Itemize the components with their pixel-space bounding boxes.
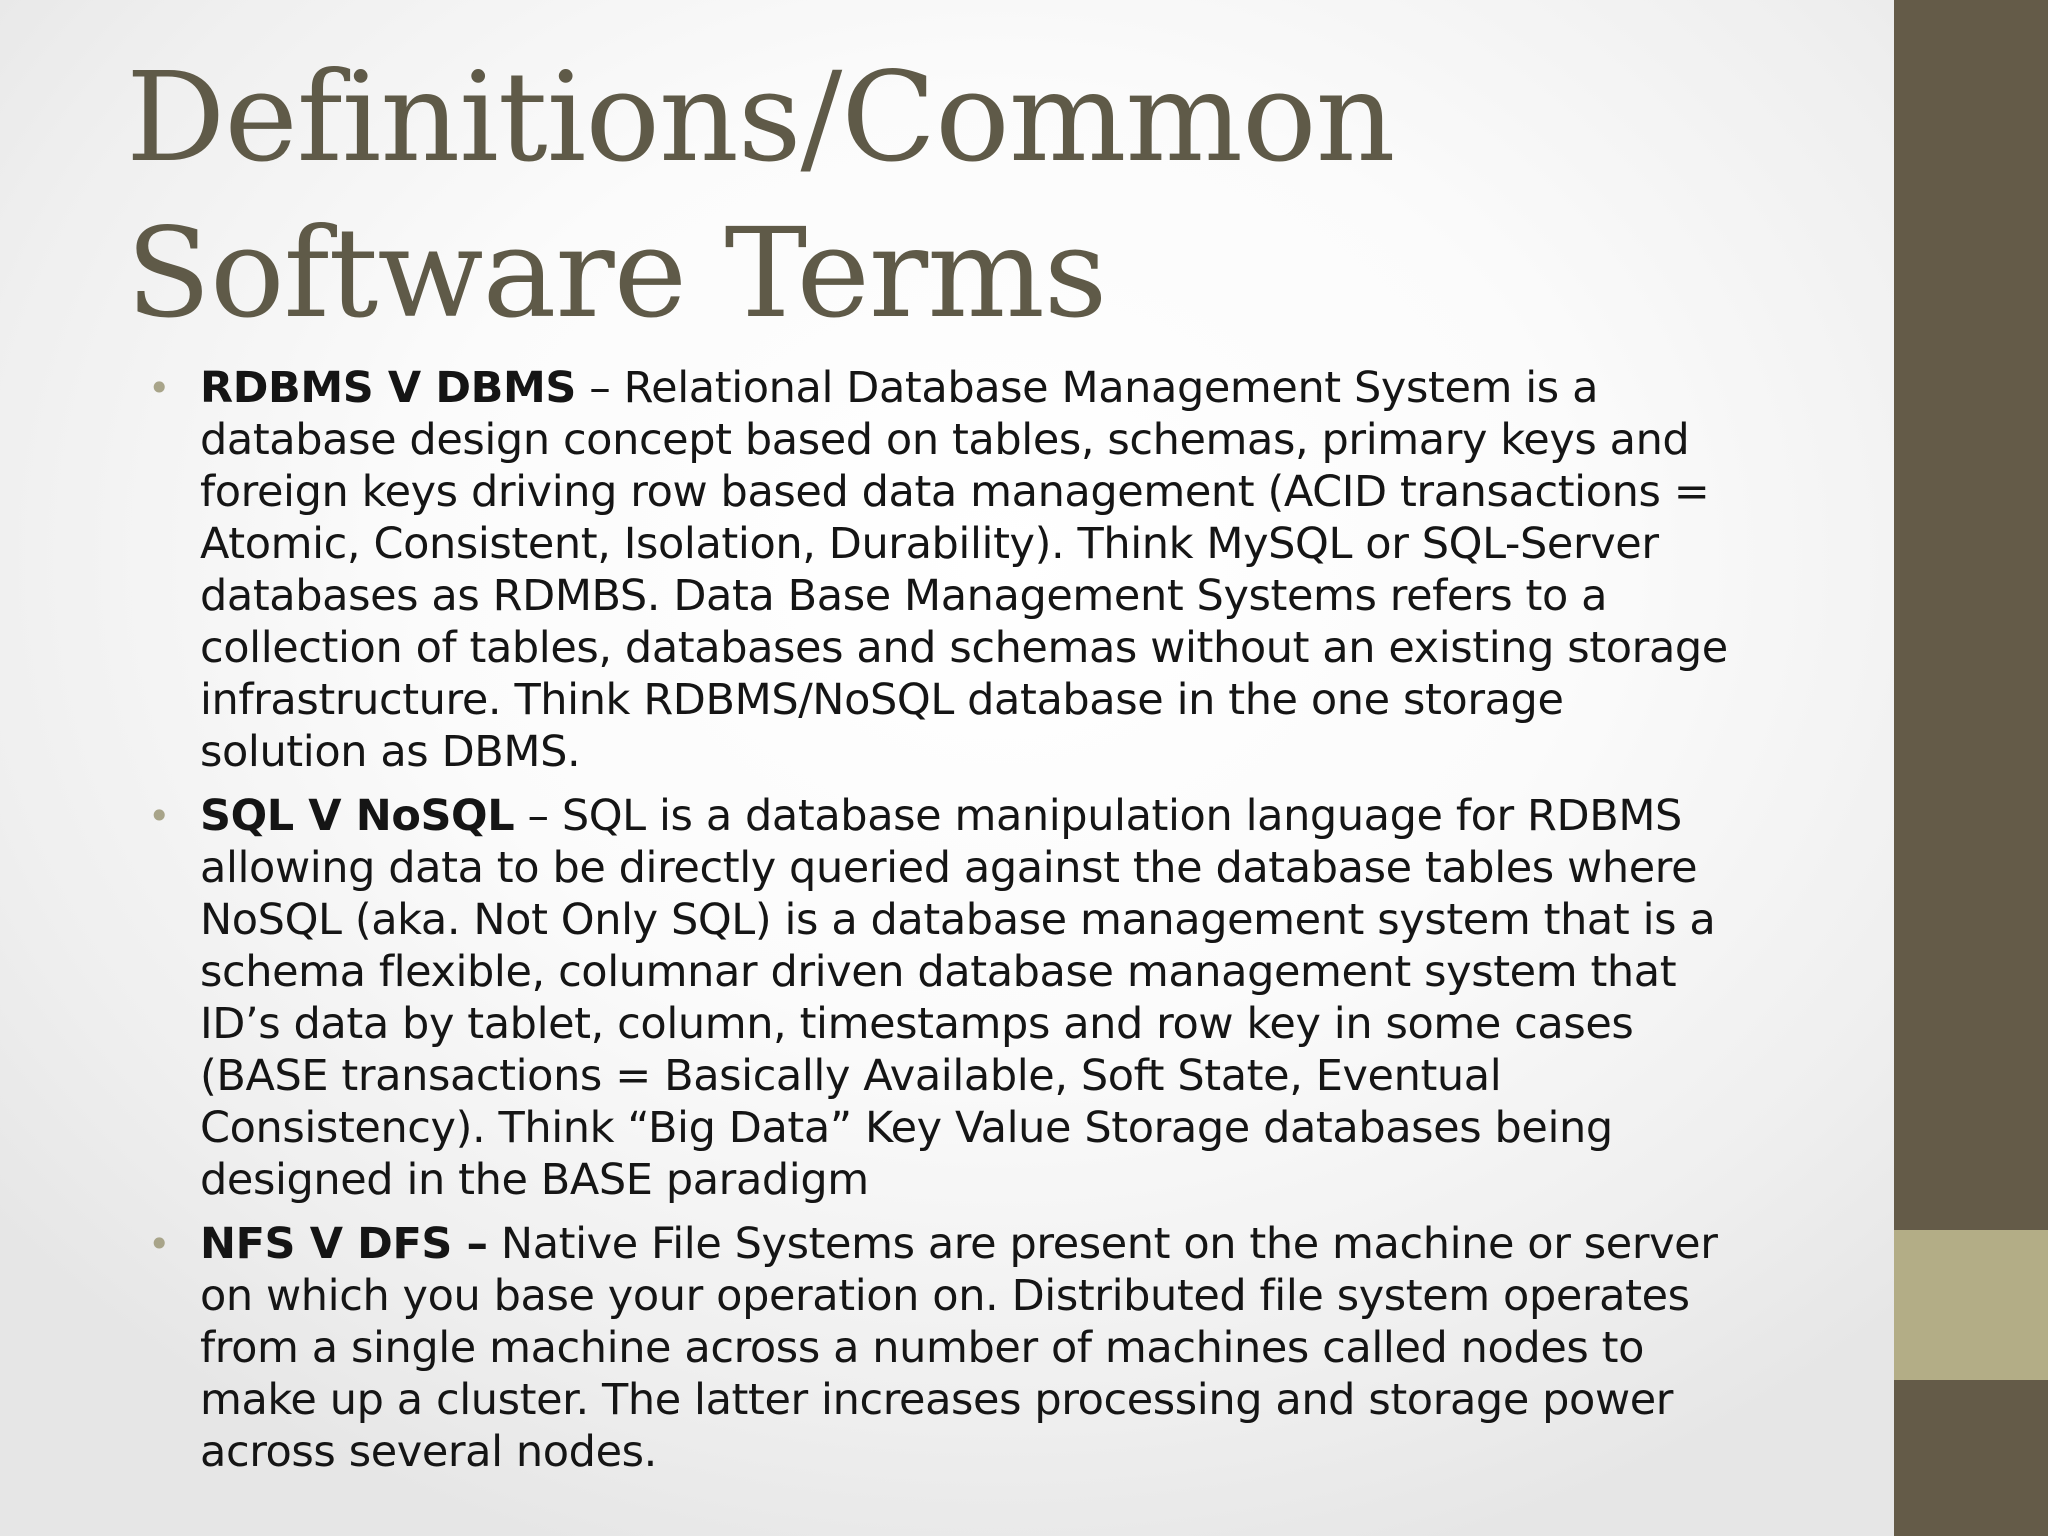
bullet-text-line: from a single machine across a number of machines called nodes to (200, 1323, 1645, 1373)
bullet-dot-icon: • (148, 1222, 171, 1266)
bullet-list (146, 362, 1846, 1490)
bullet-term: NFS V DFS – (200, 1219, 488, 1269)
bullet-term: SQL V NoSQL (200, 791, 515, 841)
bullet-text-line: databases as RDMBS. Data Base Management Systems refers to a (200, 571, 1608, 621)
bullet-text-line: Consistency). Think “Big Data” Key Value Storage databases being (200, 1103, 1613, 1153)
bullet-dot-icon: • (148, 794, 171, 838)
sidebar-accent-block (1894, 1230, 2048, 1380)
bullet-text: Native File Systems are present on the machine or server (487, 1219, 1718, 1269)
bullet-text-line: across several nodes. (200, 1427, 657, 1477)
bullet-text-line (200, 362, 1846, 414)
bullet-text-line: make up a cluster. The latter increases processing and storage power (200, 1375, 1674, 1425)
bullet-text-line: (BASE transactions = Basically Available, Soft State, Eventual (200, 1051, 1502, 1101)
bullet-text: – Relational Database Management System is a (576, 363, 1599, 413)
bullet-text-line: infrastructure. Think RDBMS/NoSQL database in the one storage (200, 675, 1564, 725)
bullet-text-line: on which you base your operation on. Distributed file system operates (200, 1271, 1690, 1321)
bullet-text-line: foreign keys driving row based data management (ACID transactions = (200, 467, 1710, 517)
slide-title-line: Definitions/Common (126, 46, 1395, 190)
bullet-text-line: schema flexible, columnar driven database management system that (200, 947, 1677, 997)
bullet-text-line: allowing data to be directly queried against the database tables where (200, 843, 1698, 893)
bullet-text-line: collection of tables, databases and schemas without an existing storage (200, 623, 1728, 673)
bullet-item-sql-v-nosql (146, 790, 1846, 1206)
slide-title (126, 40, 1846, 352)
bullet-text: – SQL is a database manipulation language for RDBMS (514, 791, 1682, 841)
bullet-term: RDBMS V DBMS (200, 363, 576, 413)
bullet-item-rdbms-v-dbms (146, 362, 1846, 778)
bullet-dot-icon: • (148, 366, 171, 410)
bullet-text-line: ID’s data by tablet, column, timestamps and row key in some cases (200, 999, 1634, 1049)
bullet-text-line (200, 790, 1846, 842)
slide-title-line: Software Terms (126, 202, 1107, 346)
bullet-text-line: Atomic, Consistent, Isolation, Durability). Think MySQL or SQL-Server (200, 519, 1659, 569)
bullet-text-line (200, 1218, 1846, 1270)
bullet-text-line: designed in the BASE paradigm (200, 1155, 869, 1205)
bullet-text-line: database design concept based on tables, schemas, primary keys and (200, 415, 1690, 465)
bullet-text-line: solution as DBMS. (200, 727, 581, 777)
bullet-item-nfs-v-dfs (146, 1218, 1846, 1478)
bullet-text-line: NoSQL (aka. Not Only SQL) is a database management system that is a (200, 895, 1716, 945)
